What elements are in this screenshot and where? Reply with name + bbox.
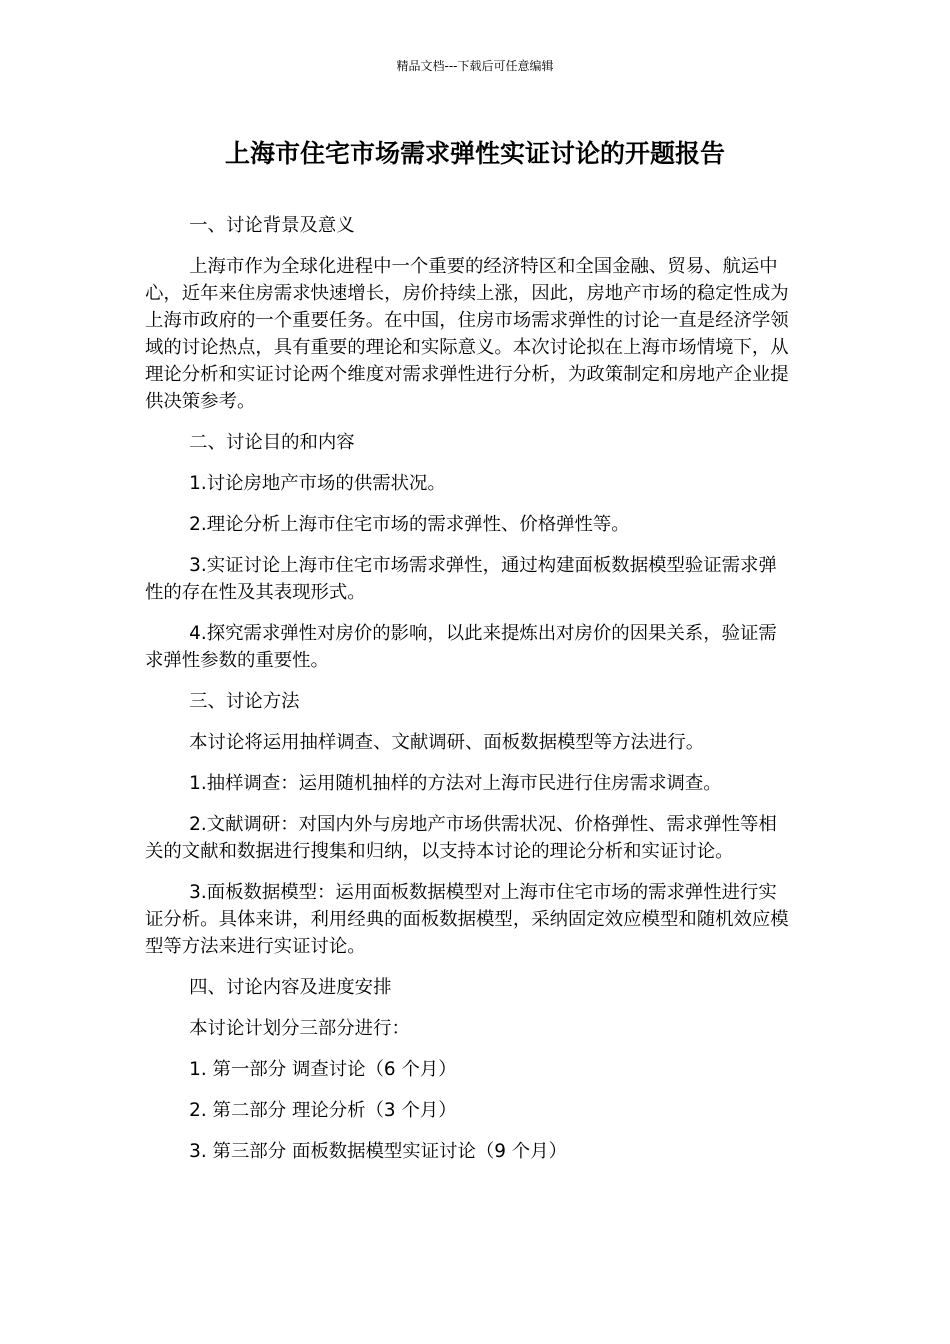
paragraph-schedule-intro: 本讨论计划分三部分进行： [189, 1018, 410, 1039]
section-heading-schedule: 四、讨论内容及进度安排 [189, 977, 392, 998]
paragraph-background: 上海市作为全球化进程中一个重要的经济特区和全国金融、贸易、航运中心，近年来住房需求快速增长，房价持续上涨，因此，房地产市场的稳定性成为上海市政府的一个重要任务。在中国，住房市场需求弹性的讨论一直是经济学领域的讨论热点，具有重要的理论和实际意义。本次讨论拟在上海市场情境下，从理论分析和实证讨论两个维度对需求弹性进行分析，为政策制定和房地产企业提供决策参考。 [145, 256, 789, 412]
list-item-method-1: 1.抽样调查：运用随机抽样的方法对上海市民进行住房需求调查。 [189, 773, 722, 794]
list-item-objective-4: 4.探究需求弹性对房价的影响，以此来提炼出对房价的因果关系，验证需求弹性参数的重要性。 [145, 623, 777, 671]
page-header: 精品文档---下载后可任意编辑 [396, 59, 554, 73]
list-item-schedule-2: 2. 第二部分 理论分析（3 个月） [189, 1100, 457, 1121]
paragraph-methods-intro: 本讨论将运用抽样调查、文献调研、面板数据模型等方法进行。 [189, 732, 705, 753]
list-item-objective-1: 1.讨论房地产市场的供需状况。 [189, 473, 446, 494]
document-body [145, 212, 793, 1179]
document-title: 上海市住宅市场需求弹性实证讨论的开题报告 [224, 139, 725, 168]
list-item-method-2: 2.文献调研：对国内外与房地产市场供需状况、价格弹性、需求弹性等相关的文献和数据进行搜集和归纳，以支持本讨论的理论分析和实证讨论。 [145, 814, 777, 862]
section-heading-background: 一、讨论背景及意义 [189, 215, 355, 236]
section-heading-methods: 三、讨论方法 [189, 691, 300, 712]
list-item-schedule-1: 1. 第一部分 调查讨论（6 个月） [189, 1059, 457, 1080]
list-item-method-3: 3.面板数据模型：运用面板数据模型对上海市住宅市场的需求弹性进行实证分析。具体来讲，利用经典的面板数据模型，采纳固定效应模型和随机效应模型等方法来进行实证讨论。 [145, 882, 789, 957]
list-item-schedule-3: 3. 第三部分 面板数据模型实证讨论（9 个月） [189, 1141, 567, 1162]
list-item-objective-2: 2.理论分析上海市住宅市场的需求弹性、价格弹性等。 [189, 514, 630, 535]
section-heading-objectives: 二、讨论目的和内容 [189, 432, 355, 453]
list-item-objective-3: 3.实证讨论上海市住宅市场需求弹性，通过构建面板数据模型验证需求弹性的存在性及其表现形式。 [145, 555, 777, 603]
